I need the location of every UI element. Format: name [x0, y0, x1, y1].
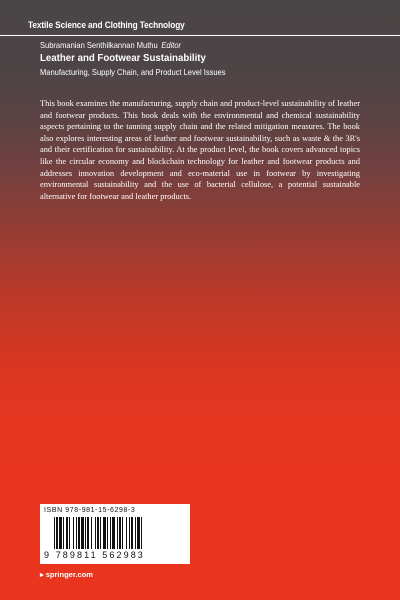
barcode-bar: [54, 517, 55, 549]
editor-name: Subramanian Senthilkannan Muthu: [40, 41, 158, 50]
barcode-bar: [131, 517, 133, 549]
barcode-bar: [112, 517, 115, 549]
barcode-bar: [129, 517, 130, 549]
barcode-bar: [100, 517, 101, 549]
arrow-icon: ▸: [40, 570, 44, 579]
barcode-bar: [81, 517, 84, 549]
barcode-bar: [135, 517, 136, 549]
barcode-bar: [119, 517, 121, 549]
barcode-bar: [137, 517, 140, 549]
barcode-bar: [56, 517, 58, 549]
barcode-bar: [122, 517, 123, 549]
barcode-bars: [54, 517, 180, 549]
editor-role: Editor: [161, 41, 182, 50]
barcode-bar: [78, 517, 80, 549]
isbn-barcode: [40, 504, 190, 564]
barcode-bar: [141, 517, 142, 549]
header-divider: [0, 35, 400, 36]
barcode-bar: [107, 517, 108, 549]
barcode-bar: [73, 517, 74, 549]
barcode-bar: [126, 517, 127, 549]
barcode-bar: [63, 517, 64, 549]
barcode-bar: [85, 517, 86, 549]
book-subtitle: Manufacturing, Supply Chain, and Product Level Issues: [40, 68, 226, 77]
barcode-bar: [91, 517, 92, 549]
barcode-bar: [87, 517, 89, 549]
book-description: This book examines the manufacturing, supply chain and product-level sustainability of leather and footwear products. This book deals with the environmental and chemical sustainability aspects pertaining to the tanning supply chain and the related mitigation measures. The book also explores interesting areas of leather and footwear sustainability, such as waste & the 3R's and their certification for sustainability. At the product level, the book covers advanced topics like the circular economy and blockchain technology for leather and footwear products and addresses innovation development and eco-material use in footwear by investigating environmental sustainability and the use of bacterial cellulose, a potential sustainable alternative for footwear and leather products.: [40, 99, 360, 201]
barcode-bar: [69, 517, 70, 549]
barcode-bar: [117, 517, 118, 549]
publisher-url: springer.com: [45, 570, 93, 579]
barcode-bar: [66, 517, 68, 549]
isbn-label: ISBN 978-981-15-6298-3: [44, 507, 136, 514]
book-title: Leather and Footwear Sustainability: [40, 52, 206, 64]
barcode-bar: [97, 517, 99, 549]
barcode-bar: [59, 517, 62, 549]
barcode-bar: [103, 517, 106, 549]
barcode-bar: [110, 517, 111, 549]
barcode-digits: 9 789811 562983: [44, 550, 145, 560]
series-title: Textile Science and Clothing Technology: [28, 20, 185, 30]
editor-line: [40, 41, 181, 50]
publisher-link[interactable]: [40, 570, 93, 579]
barcode-bar: [95, 517, 96, 549]
barcode-bar: [76, 517, 77, 549]
